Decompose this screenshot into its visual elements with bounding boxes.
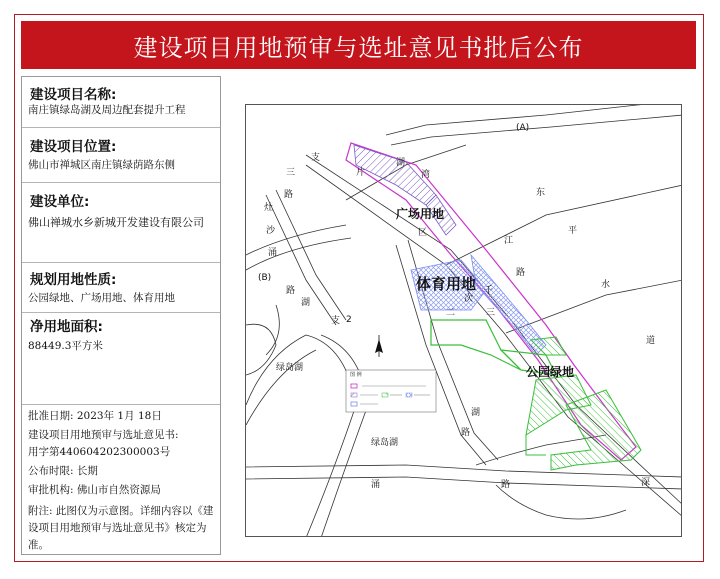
map-label-qu: 区 (418, 228, 428, 238)
net-area-label: 净用地面积: (30, 319, 103, 335)
map-label-sha: 沙 (266, 226, 276, 236)
approval-authority: 审批机构: 佛山市自然资源局 (28, 484, 161, 496)
project-location-label: 建设项目位置: (30, 139, 117, 155)
map-label-jiang: 江 (504, 236, 514, 246)
footnote: 附注: 此图仅为示意图。详细内容以《建设项目用地预审与选址意见书》核定为准。 (28, 505, 214, 551)
map-label-shui: 水 (601, 280, 611, 290)
map-label-zhi2: 支 (331, 316, 341, 326)
map-label-san2: 三 (486, 308, 496, 318)
park-line (526, 435, 546, 455)
map-label-yong2: 涌 (371, 480, 381, 490)
map-label-pian1: 片 (356, 168, 366, 178)
site-map[interactable] (245, 104, 682, 537)
map-label-zai: 灶 (264, 203, 274, 213)
map-label-lu5: 路 (501, 480, 511, 490)
map-label-san: 三 (286, 168, 296, 178)
document-title: 建设项目用地预审与选址意见书: (28, 429, 179, 441)
builder-label: 建设单位: (30, 194, 90, 210)
net-area-value: 88449.3平方米 (28, 340, 103, 352)
builder-value: 佛山禅城水乡新城开发建设有限公司 (28, 216, 204, 229)
map-label-ci: 次 (464, 294, 474, 304)
map-label-dong: 东 (536, 188, 546, 198)
net-area-section (22, 312, 220, 405)
project-location-section (22, 127, 220, 183)
map-label-qian: 千 (484, 286, 494, 296)
map-label-lu4: 路 (461, 428, 471, 438)
land-use-label: 规划用地性质: (30, 272, 117, 288)
approval-date: 批准日期: 2023年 1月 18日 (28, 410, 162, 422)
map-legend-title: 图 例 (350, 372, 362, 378)
map-label-hu2: 湖 (301, 298, 311, 308)
map-label-park: 公园绿地 (526, 365, 575, 379)
map-label-a1: (A) (516, 123, 530, 133)
map-label-wan: 湾 (421, 170, 431, 180)
map-label-ludao2: 绿岛湖 (371, 438, 399, 448)
map-label-lu2: 路 (516, 268, 526, 278)
map-label-dao: 道 (646, 336, 656, 346)
land-use-section (22, 262, 220, 313)
map-label-hu1: 湖 (396, 158, 406, 168)
lake-outline (246, 324, 276, 375)
land-use-value: 公园绿地、广场用地、体育用地 (28, 292, 175, 304)
publication-period: 公布时限: 长期 (28, 465, 98, 477)
project-name-label: 建设项目名称: (30, 87, 117, 103)
map-label-ping: 平 (568, 226, 578, 236)
park-outline-1 (431, 320, 521, 370)
map-label-square: 广场用地 (396, 207, 445, 221)
map-label-er2: 2 (346, 315, 352, 325)
project-location-value: 佛山市禅城区南庄镇绿荫路东侧 (28, 159, 175, 171)
map-label-zhi: 支 (311, 153, 321, 163)
map-label-shen: 深 (641, 478, 651, 488)
north-arrow (375, 335, 383, 357)
document-number: 用字第440604202300003号 (28, 446, 171, 458)
map-label-lu3: 路 (286, 286, 296, 296)
map-label-b1: (B) (258, 273, 272, 283)
map-label-ludao: 绿岛湖 (276, 363, 304, 373)
map-label-er: 二 (446, 308, 456, 318)
project-name-section (22, 77, 220, 128)
road-network (246, 105, 682, 537)
builder-section (22, 182, 220, 263)
map-label-lu1: 路 (284, 190, 294, 200)
map-drawing (246, 105, 682, 537)
map-label-hu3: 湖 (471, 408, 481, 418)
map-label-sports: 体育用地 (416, 275, 477, 293)
project-name-value: 南庄镇绿岛湖及周边配套提升工程 (28, 104, 186, 116)
info-panel (21, 76, 221, 555)
page-title: 建设项目用地预审与选址意见书批后公布 (21, 21, 696, 69)
map-label-yong: 涌 (268, 248, 278, 258)
